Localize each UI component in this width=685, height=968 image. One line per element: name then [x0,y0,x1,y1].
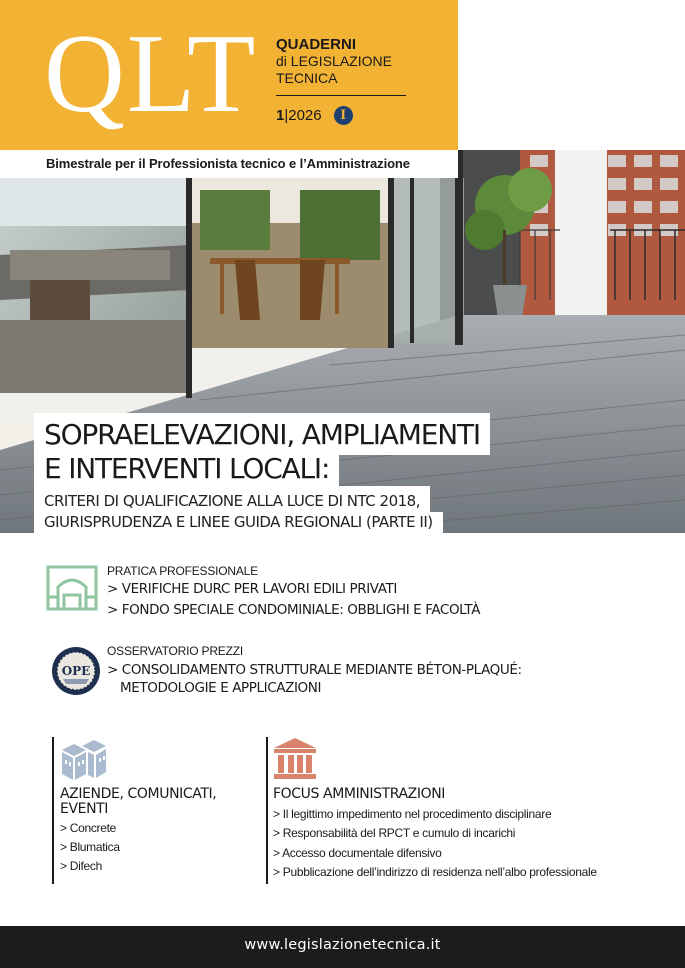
focus-item-pubblicazione[interactable]: > Pubblicazione dell’indirizzo di residenza nell’albo professionale [273,865,597,879]
issue-badge-icon: I [334,106,353,125]
columns-building-icon [272,736,318,785]
focus-divider [266,737,268,884]
aziende-item-concrete[interactable]: > Concrete [60,821,117,835]
osservatorio-item-line-1[interactable]: > CONSOLIDAMENTO STRUTTURALE MEDIANTE BÉTON-PLAQUÉ: [107,662,522,678]
pratica-label: PRATICA PROFESSIONALE [107,564,258,578]
headline-line-2: E INTERVENTI LOCALI: [34,452,339,490]
series-line-2: di LEGISLAZIONE [276,53,392,69]
pratica-item-durc[interactable]: > VERIFICHE DURC PER LAVORI EDILI PRIVATI [107,581,397,597]
focus-item-impedimento[interactable]: > Il legittimo impedimento nel procedimento disciplinare [273,807,552,821]
ope-seal-text: OPE [61,664,91,678]
aziende-divider [52,737,54,884]
magazine-subtitle: Bimestrale per il Professionista tecnico e l’Amministrazione [46,156,410,171]
series-line-3: TECNICA [276,70,338,86]
aziende-item-difech[interactable]: > Difech [60,859,102,873]
headline-line-1: SOPRAELEVAZIONI, AMPLIAMENTI [34,413,490,455]
headline-sub-line-2: GIURISPRUDENZA E LINEE GUIDA REGIONALI (PARTE II) [34,512,443,536]
isometric-blocks-icon [60,738,108,787]
issue-num: 1 [276,107,285,124]
series-title [276,36,406,96]
arch-gate-icon [46,565,98,616]
series-divider [276,95,406,96]
issue-year: |2026 [284,107,322,124]
headline-sub-line-1: CRITERI DI QUALIFICAZIONE ALLA LUCE DI NTC 2018, [34,486,430,512]
series-line-1: QUADERNI [276,36,357,53]
aziende-title-line-1: AZIENDE, COMUNICATI, [60,786,217,802]
osservatorio-label: OSSERVATORIO PREZZI [107,644,244,658]
masthead [0,0,458,150]
issue-number [276,106,353,125]
osservatorio-item-line-2[interactable]: METODOLOGIE E APPLICAZIONI [120,680,322,696]
focus-item-rpct[interactable]: > Responsabilità del RPCT e cumulo di incarichi [273,826,516,840]
website-link[interactable]: www.legislazionetecnica.it [244,937,441,953]
footer-bar [0,926,685,968]
aziende-title-line-2: EVENTI [60,801,109,817]
ope-seal-icon [51,646,101,701]
pratica-item-fondo[interactable]: > FONDO SPECIALE CONDOMINIALE: OBBLIGHI E FACOLTÀ [107,602,481,618]
qlt-logo: QLT [44,12,258,136]
aziende-title [60,787,216,817]
focus-title: FOCUS AMMINISTRAZIONI [273,786,446,802]
focus-item-accesso[interactable]: > Accesso documentale difensivo [273,846,442,860]
aziende-item-blumatica[interactable]: > Blumatica [60,840,120,854]
